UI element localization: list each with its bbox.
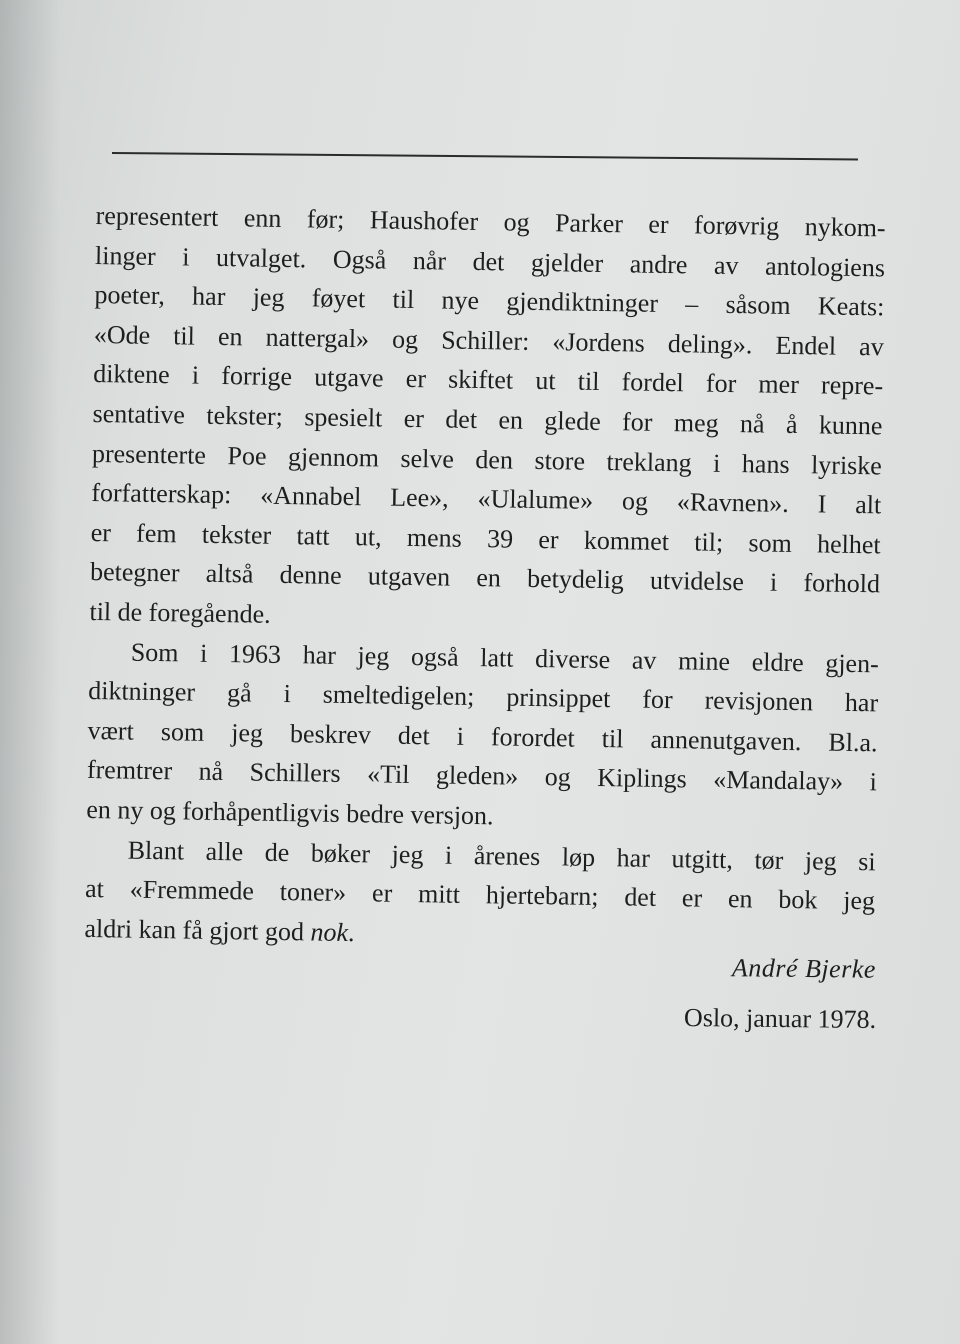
text-line: diktene i forrige utgave er skiftet ut til fordel for mer repre- (92, 359, 884, 401)
text-line: poeter, har jeg føyet til nye gjendiktninger – såsom Keats: (94, 280, 885, 322)
text-line: en ny og forhåpentligvis bedre versjon. (86, 794, 494, 831)
text-line: at «Fremmede toner» er mitt hjertebarn; det er en bok jeg (84, 874, 876, 916)
text-line: Blant alle de bøker jeg i årenes løp har utgitt, tør jeg si (127, 835, 876, 876)
text-line: er fem tekster tatt ut, mens 39 er kommet til; som helhet (90, 517, 881, 560)
text-fragment: . (347, 917, 355, 947)
place-date: Oslo, januar 1978. (683, 1002, 877, 1035)
text-line: Som i 1963 har jeg også latt diverse av mine eldre gjen- (130, 637, 879, 678)
paragraph-3 (84, 829, 876, 960)
author-signature: André Bjerke (731, 953, 877, 984)
text-line: vært som jeg beskrev det i forordet til annenutgaven. Bl.a. (87, 715, 878, 758)
text-line: sentative tekster; spesielt er det en glede for meg nå å kunne (92, 398, 883, 441)
text-line: representert enn før; Haushofer og Parker er forøvrig nykom- (95, 200, 886, 243)
header-rule (112, 152, 858, 161)
text-line: presenterte Poe gjennom selve den store treklang i hans lyriske (91, 438, 883, 480)
text-line: linger i utvalget. Også når det gjelder andre av antologiens (94, 240, 886, 282)
page-gutter-shadow (0, 0, 60, 1344)
paragraph-1 (89, 196, 886, 644)
text-line: forfatterskap: «Annabel Lee», «Ulalume» og «Ravnen». I alt (91, 478, 882, 520)
text-line: fremtrer nå Schillers «Til gleden» og Kiplings «Mandalay» i (86, 755, 878, 797)
text-line: diktninger gå i smeltedigelen; prinsippet for revisjonen har (88, 676, 879, 718)
body-text (84, 196, 886, 961)
text-fragment: aldri kan få gjort god (84, 913, 311, 947)
text-line: betegner altså denne utgaven en betydelig utvidelse i forhold (89, 557, 881, 599)
text-line: «Ode til en nattergal» og Schiller: «Jordens deling». Endel av (93, 319, 884, 362)
paragraph-2 (86, 631, 879, 841)
emphasis-text: nok (310, 917, 349, 947)
text-line: til de foregående. (89, 596, 271, 629)
